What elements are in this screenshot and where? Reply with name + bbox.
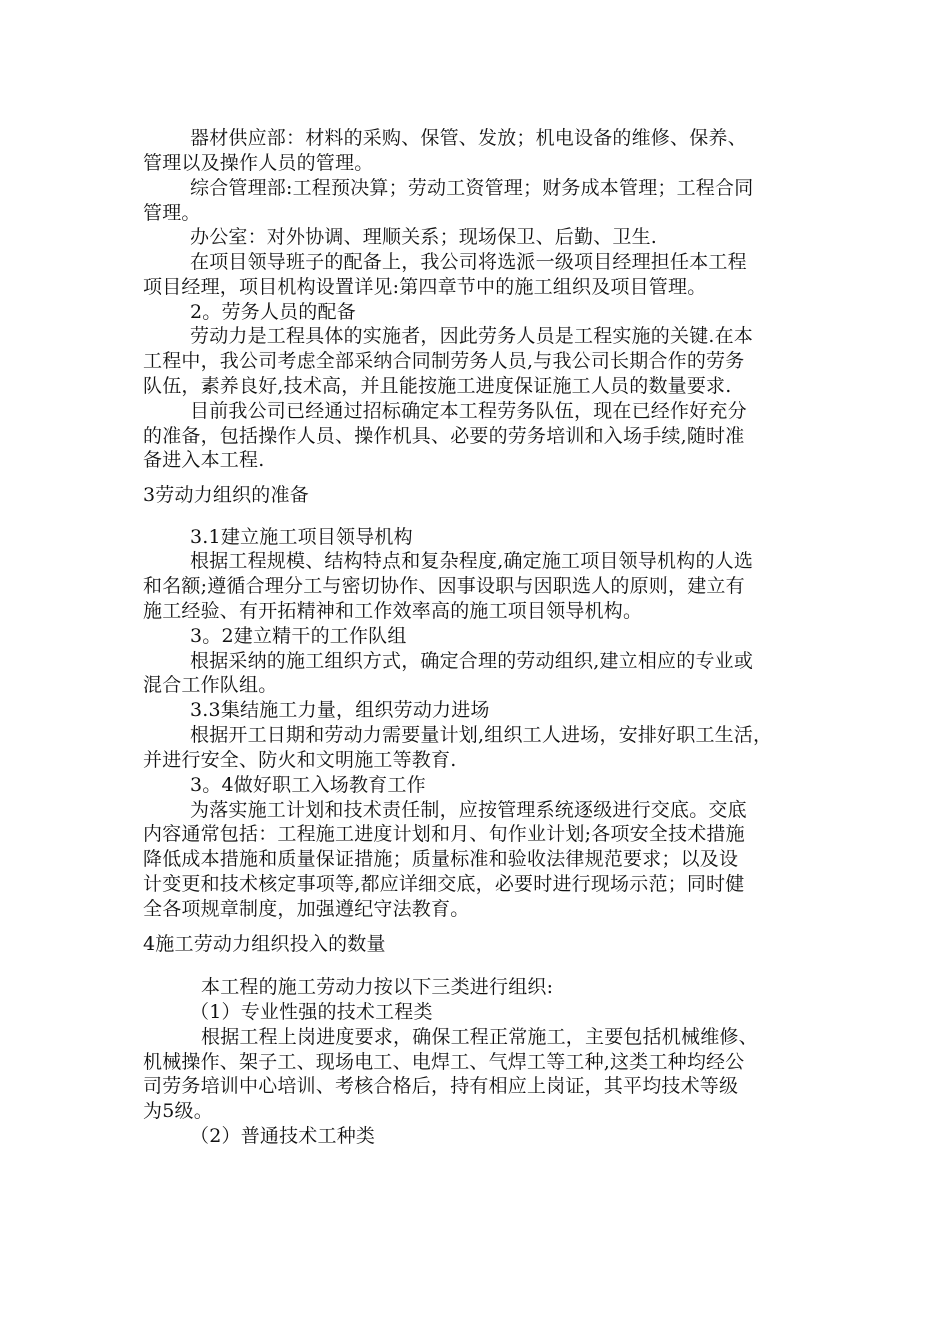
subsection-heading: 3。2建立精干的工作队组 [190,625,407,647]
paragraph-line: 根据开工日期和劳动力需要量计划,组织工人进场，安排好职工生活， [190,724,773,746]
paragraph-line: 并进行安全、防火和文明施工等教育. [143,749,457,771]
paragraph-line: 管理以及操作人员的管理。 [143,152,374,174]
paragraph-line: 器材供应部：材料的采购、保管、发放；机电设备的维修、保养、 [190,127,747,149]
paragraph-line: 本工程的施工劳动力按以下三类进行组织: [201,976,554,998]
paragraph-line: 的准备，包括操作人员、操作机具、必要的劳务培训和入场手续,随时准 [143,425,745,447]
paragraph-line: 备进入本工程. [143,449,265,471]
paragraph-line: 施工经验、有开拓精神和工作效率高的施工项目领导机构。 [143,600,643,622]
paragraph-line: 根据工程规模、结构特点和复杂程度,确定施工项目领导机构的人选 [190,550,754,572]
paragraph-line: 目前我公司已经通过招标确定本工程劳务队伍，现在已经作好充分 [190,400,747,422]
subsection-heading: 3.3集结施工力量，组织劳动力进场 [190,699,490,721]
paragraph-line: 机械操作、架子工、现场电工、电焊工、气焊工等工种,这类工种均经公 [143,1051,745,1073]
paragraph-line: 根据工程上岗进度要求，确保工程正常施工，主要包括机械维修、 [201,1026,758,1048]
paragraph-line: 管理。 [143,202,201,224]
paragraph-line: 劳动力是工程具体的实施者，因此劳务人员是工程实施的关键.在本 [190,325,754,347]
paragraph-line: 为5级。 [143,1100,213,1122]
paragraph-line: 在项目领导班子的配备上，我公司将选派一级项目经理担任本工程 [190,251,747,273]
subsection-heading: （1）专业性强的技术工程类 [190,1001,433,1023]
subsection-heading: 3.1建立施工项目领导机构 [190,526,413,548]
section-heading: 3劳动力组织的准备 [143,484,309,506]
paragraph-line: 计变更和技术核定事项等,都应详细交底，必要时进行现场示范；同时健 [143,873,745,895]
paragraph-line: 根据采纳的施工组织方式，确定合理的劳动组织,建立相应的专业或 [190,650,754,672]
subsection-heading: 3。4做好职工入场教育工作 [190,774,426,796]
paragraph-line: 混合工作队组。 [143,674,278,696]
paragraph-line: 项目经理，项目机构设置详见:第四章节中的施工组织及项目管理。 [143,276,707,298]
paragraph-line: 为落实施工计划和技术责任制，应按管理系统逐级进行交底。交底 [190,799,747,821]
paragraph-line: 办公室：对外协调、理顺关系；现场保卫、后勤、卫生. [190,226,658,248]
section-heading: 2。劳务人员的配备 [190,301,356,323]
paragraph-line: 队伍，素养良好,技术高，并且能按施工进度保证施工人员的数量要求. [143,375,732,397]
paragraph-line: 司劳务培训中心培训、考核合格后，持有相应上岗证，其平均技术等级 [143,1075,739,1097]
paragraph-line: 降低成本措施和质量保证措施；质量标准和验收法律规范要求；以及设 [143,848,739,870]
section-heading: 4施工劳动力组织投入的数量 [143,933,386,955]
paragraph-line: 全各项规章制度，加强遵纪守法教育。 [143,898,470,920]
paragraph-line: 和名额;遵循合理分工与密切协作、因事设职与因职选人的原则，建立有 [143,575,745,597]
paragraph-line: 内容通常包括：工程施工进度计划和月、旬作业计划;各项安全技术措施 [143,823,745,845]
paragraph-line: 工程中，我公司考虑全部采纳合同制劳务人员,与我公司长期合作的劳务 [143,350,745,372]
paragraph-line: 综合管理部:工程预决算；劳动工资管理；财务成本管理；工程合同 [190,177,754,199]
subsection-heading: （2）普通技术工种类 [190,1125,376,1147]
